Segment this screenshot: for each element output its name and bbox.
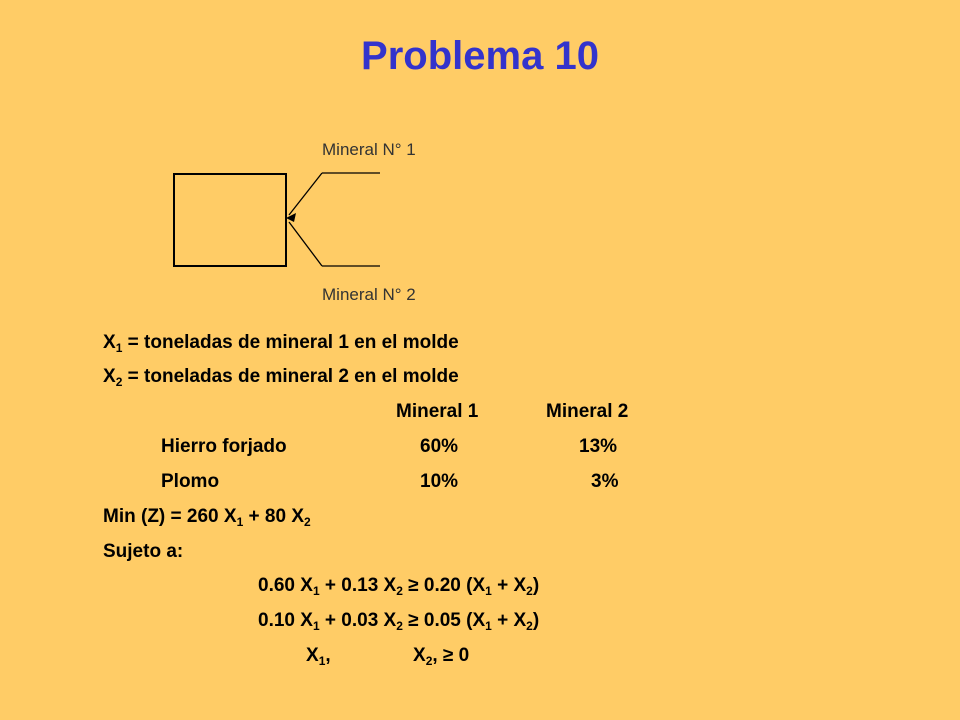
page-title: Problema 10: [361, 34, 599, 78]
subject-to-label: Sujeto a:: [103, 541, 184, 562]
table-row-label: Plomo: [161, 471, 220, 492]
objective-function: Min (Z) = 260 $X_1 + 80$ $X_2$: [103, 506, 311, 529]
mineral-1-arrow-line: [289, 173, 322, 215]
definition-x2: $X_2$ = toneladas de mineral 2 en el molde: [103, 366, 459, 389]
constraint-lead: 0.10 $X_1 + 0.03$ $X_2 \ge 0.05$ $(X_1 + X_2)$: [258, 610, 540, 633]
constraint-iron: 0.60 $X_1 + 0.13$ $X_2 \ge 0.20$ $(X_1 + X_2)$: [258, 575, 540, 598]
mineral-2-label: Mineral N° 2: [322, 285, 416, 304]
table-cell: 10%: [420, 471, 459, 492]
mineral-1-label: Mineral N° 1: [322, 140, 416, 159]
mold-box: [174, 174, 286, 266]
nonnegativity-x1: $X_1$,: [306, 645, 331, 668]
nonnegativity-x2: $X_2$, ≥ 0: [413, 645, 470, 668]
definition-x1: $X_1$ = toneladas de mineral 1 en el molde: [103, 332, 459, 355]
mineral-2-arrow-line: [289, 222, 322, 266]
table-row-label: Hierro forjado: [161, 436, 287, 457]
table-cell: 60%: [420, 436, 459, 457]
table-header-mineral-1: Mineral 1: [396, 401, 479, 422]
arrowhead-icon: [286, 213, 296, 222]
table-cell: 13%: [579, 436, 618, 457]
table-header-mineral-2: Mineral 2: [546, 401, 629, 422]
table-cell: 3%: [591, 471, 619, 492]
